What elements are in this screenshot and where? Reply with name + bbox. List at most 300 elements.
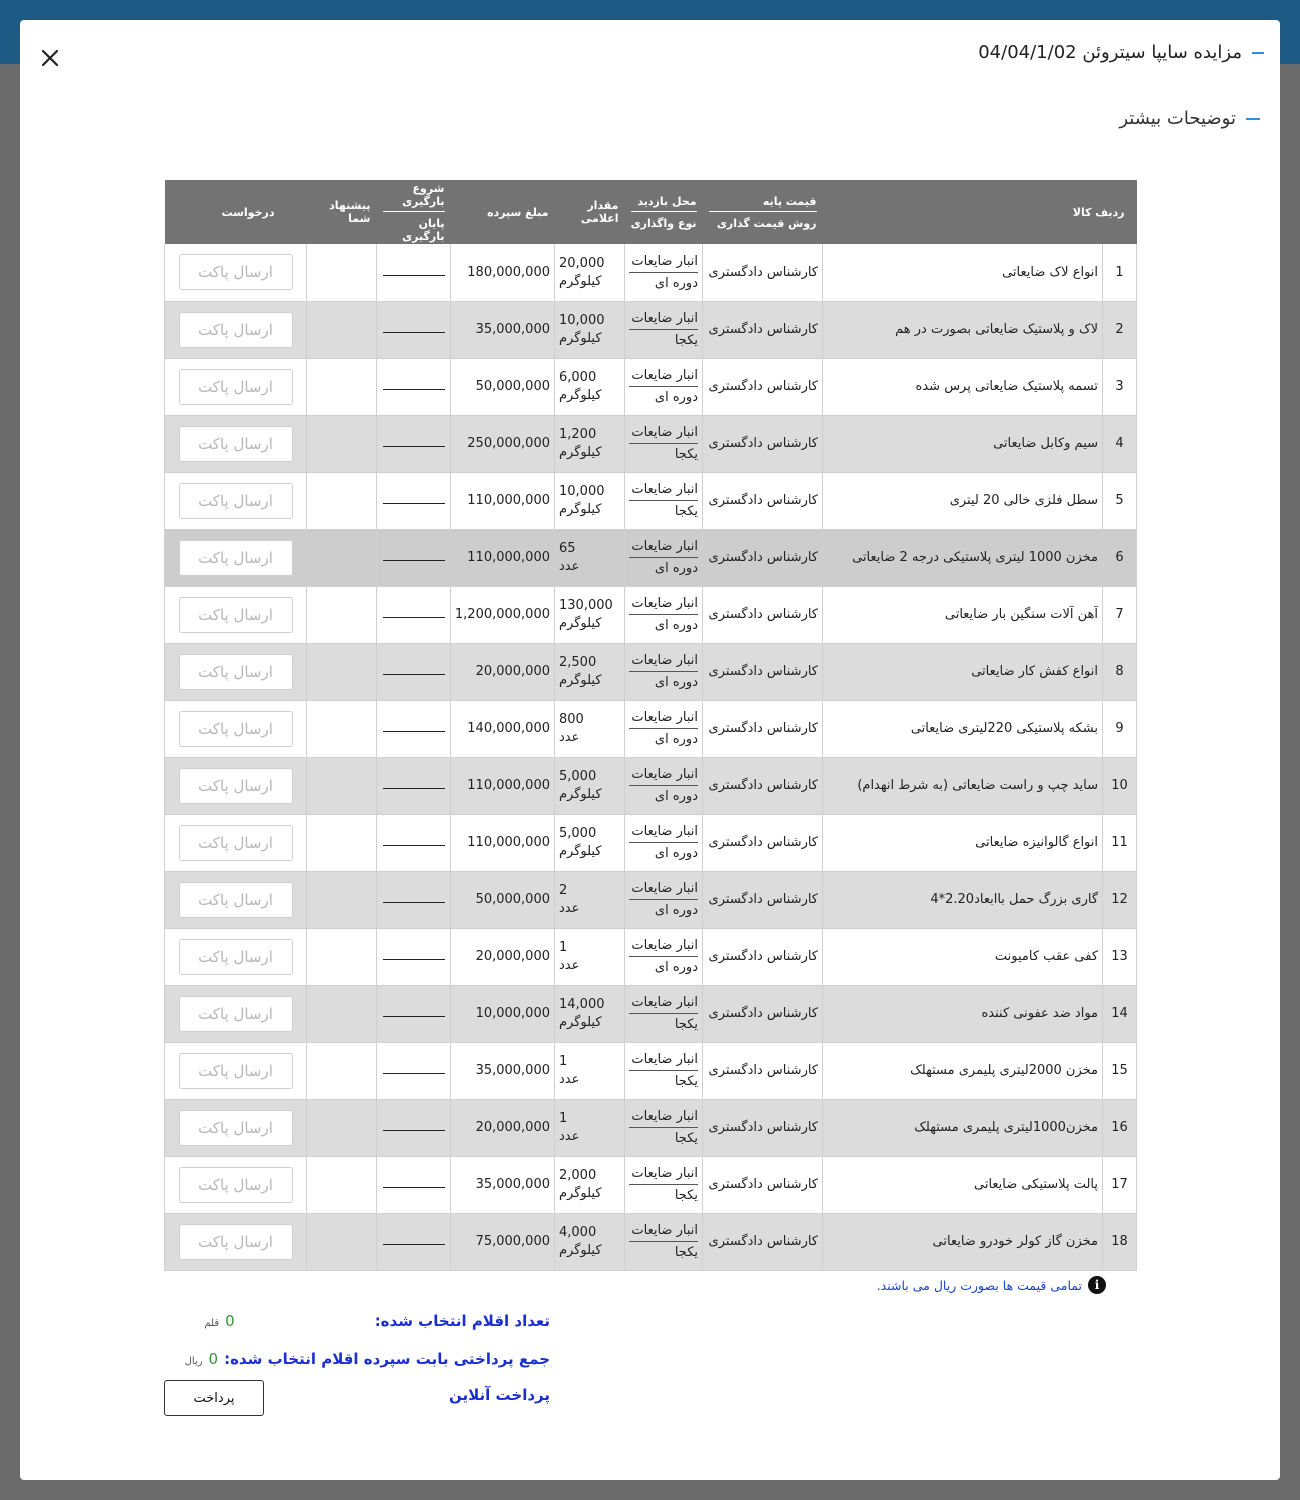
deposit-amount: 110,000,000 xyxy=(451,814,555,871)
loading-period xyxy=(377,586,451,643)
quantity-cell xyxy=(555,985,625,1042)
loading-period xyxy=(377,301,451,358)
row-number: 13 xyxy=(1103,928,1137,985)
item-name: مخزن گاز کولر خودرو ضایعاتی xyxy=(823,1213,1103,1270)
empty-dash xyxy=(383,1187,445,1188)
send-envelope-button[interactable]: ارسال پاکت xyxy=(179,1053,293,1089)
location-cell xyxy=(625,814,703,871)
pricing-method: کارشناس دادگستری xyxy=(703,244,823,301)
row-number: 10 xyxy=(1103,757,1137,814)
row-number: 12 xyxy=(1103,871,1137,928)
your-offer-cell xyxy=(307,301,377,358)
pricing-method: کارشناس دادگستری xyxy=(703,358,823,415)
send-envelope-button[interactable]: ارسال پاکت xyxy=(179,540,293,576)
quantity-unit: کیلوگرم xyxy=(559,787,602,802)
quantity-cell xyxy=(555,1099,625,1156)
visit-location: انبار ضایعات xyxy=(629,368,698,387)
quantity-unit: کیلوگرم xyxy=(559,445,602,460)
visit-location: انبار ضایعات xyxy=(629,1166,698,1185)
location-cell xyxy=(625,985,703,1042)
loading-period xyxy=(377,415,451,472)
request-cell xyxy=(165,985,307,1042)
location-cell xyxy=(625,700,703,757)
row-number: 14 xyxy=(1103,985,1137,1042)
empty-dash xyxy=(383,446,445,447)
quantity-unit: کیلوگرم xyxy=(559,673,602,688)
request-cell xyxy=(165,301,307,358)
quantity-cell xyxy=(555,244,625,301)
pricing-method: کارشناس دادگستری xyxy=(703,757,823,814)
location-cell xyxy=(625,1042,703,1099)
quantity-cell xyxy=(555,586,625,643)
deposit-amount: 35,000,000 xyxy=(451,301,555,358)
loading-period xyxy=(377,1099,451,1156)
location-cell xyxy=(625,1099,703,1156)
assignment-type: دوره ای xyxy=(654,846,698,861)
empty-dash xyxy=(383,560,445,561)
quantity-value: 2,500 xyxy=(559,655,597,670)
visit-location: انبار ضایعات xyxy=(629,596,698,615)
location-cell xyxy=(625,586,703,643)
visit-location: انبار ضایعات xyxy=(629,938,698,957)
item-name: مواد ضد عفونی کننده xyxy=(823,985,1103,1042)
table-row xyxy=(165,928,1137,985)
row-number: 18 xyxy=(1103,1213,1137,1270)
location-cell xyxy=(625,472,703,529)
quantity-value: 1 xyxy=(559,1054,568,1069)
selected-count-line xyxy=(204,1312,550,1330)
deposit-amount: 20,000,000 xyxy=(451,928,555,985)
assignment-type: یکجا xyxy=(674,333,698,348)
request-cell xyxy=(165,472,307,529)
header-load-end: پایان بارگیری xyxy=(402,216,445,243)
item-name: ساید چپ و راست ضایعاتی (به شرط انهدام) xyxy=(823,757,1103,814)
loading-period xyxy=(377,928,451,985)
send-envelope-button[interactable]: ارسال پاکت xyxy=(179,1224,293,1260)
pricing-method: کارشناس دادگستری xyxy=(703,301,823,358)
table-row xyxy=(165,1156,1137,1213)
currency-note xyxy=(877,1276,1106,1294)
pricing-method: کارشناس دادگستری xyxy=(703,643,823,700)
deposit-amount: 140,000,000 xyxy=(451,700,555,757)
empty-dash xyxy=(383,1130,445,1131)
online-payment-label: پرداخت آنلاین xyxy=(448,1386,550,1404)
deposit-amount: 1,200,000,000 xyxy=(451,586,555,643)
header-base-price: قیمت پایه xyxy=(709,195,817,212)
request-cell xyxy=(165,586,307,643)
deposit-amount: 35,000,000 xyxy=(451,1042,555,1099)
quantity-unit: کیلوگرم xyxy=(559,273,602,289)
quantity-unit: عدد xyxy=(559,1129,580,1144)
deposit-amount: 250,000,000 xyxy=(451,415,555,472)
deposit-amount: 110,000,000 xyxy=(451,529,555,586)
pricing-method: کارشناس دادگستری xyxy=(703,1213,823,1270)
visit-location: انبار ضایعات xyxy=(629,539,698,558)
quantity-unit: عدد xyxy=(559,958,580,973)
empty-dash xyxy=(383,617,445,618)
your-offer-cell xyxy=(307,415,377,472)
item-name: سیم وکابل ضایعاتی xyxy=(823,415,1103,472)
location-cell xyxy=(625,928,703,985)
request-cell xyxy=(165,814,307,871)
pricing-method: کارشناس دادگستری xyxy=(703,529,823,586)
quantity-value: 1,200 xyxy=(559,427,597,442)
item-name: مخزن 2000لیتری پلیمری مستهلک xyxy=(823,1042,1103,1099)
assignment-type: یکجا xyxy=(674,1131,698,1146)
request-cell xyxy=(165,1156,307,1213)
quantity-value: 2,000 xyxy=(559,1168,597,1183)
quantity-cell xyxy=(555,1156,625,1213)
assignment-type: یکجا xyxy=(674,447,698,462)
pricing-method: کارشناس دادگستری xyxy=(703,1099,823,1156)
assignment-type: دوره ای xyxy=(654,561,698,576)
loading-period xyxy=(377,871,451,928)
assignment-type: دوره ای xyxy=(654,675,698,690)
send-envelope-button[interactable]: ارسال پاکت xyxy=(179,369,293,405)
row-number: 8 xyxy=(1103,643,1137,700)
your-offer-cell xyxy=(307,1099,377,1156)
quantity-cell xyxy=(555,301,625,358)
item-name: لاک و پلاستیک ضایعاتی بصورت در هم xyxy=(823,301,1103,358)
item-name: بشکه پلاستیکی 220لیتری ضایعاتی xyxy=(823,700,1103,757)
assignment-type: یکجا xyxy=(674,504,698,519)
empty-dash xyxy=(383,389,445,390)
header-visit-location: محل بازدید xyxy=(631,195,697,212)
location-cell xyxy=(625,643,703,700)
quantity-cell xyxy=(555,415,625,472)
table-row xyxy=(165,1042,1137,1099)
visit-location: انبار ضایعات xyxy=(629,653,698,672)
item-name: آهن آلات سنگین بار ضایعاتی xyxy=(823,586,1103,643)
item-name: گاری بزرگ حمل باابعاد2.20*4 xyxy=(823,871,1103,928)
request-cell xyxy=(165,1213,307,1270)
quantity-value: 5,000 xyxy=(559,826,597,841)
location-cell xyxy=(625,529,703,586)
header-loading xyxy=(377,180,451,244)
item-name: کفی عقب کامیونت xyxy=(823,928,1103,985)
empty-dash xyxy=(383,1016,445,1017)
table-header-row xyxy=(165,180,1137,244)
quantity-cell xyxy=(555,358,625,415)
visit-location: انبار ضایعات xyxy=(629,311,698,330)
row-number: 17 xyxy=(1103,1156,1137,1213)
your-offer-cell xyxy=(307,1042,377,1099)
modal-title: مزایده سایپا سیتروئن 04/04/1/02 xyxy=(978,42,1242,63)
total-deposit-line xyxy=(185,1350,550,1368)
your-offer-cell xyxy=(307,529,377,586)
send-envelope-button[interactable]: ارسال پاکت xyxy=(179,254,293,290)
visit-location: انبار ضایعات xyxy=(629,767,698,786)
send-envelope-button[interactable]: ارسال پاکت xyxy=(179,426,293,462)
table-row xyxy=(165,871,1137,928)
total-deposit-label: جمع پرداختی بابت سپرده اقلام انتخاب شده: xyxy=(224,1350,550,1368)
loading-period xyxy=(377,643,451,700)
your-offer-cell xyxy=(307,643,377,700)
send-envelope-button[interactable]: ارسال پاکت xyxy=(179,882,293,918)
quantity-value: 14,000 xyxy=(559,997,605,1012)
pay-button[interactable]: پرداخت xyxy=(164,1380,264,1416)
item-name: انواع گالوانیزه ضایعاتی xyxy=(823,814,1103,871)
visit-location: انبار ضایعات xyxy=(629,1109,698,1128)
your-offer-cell xyxy=(307,244,377,301)
quantity-unit: کیلوگرم xyxy=(559,1015,602,1030)
header-row-item: ردیف کالا xyxy=(1072,205,1125,219)
empty-dash xyxy=(383,902,445,903)
row-number: 9 xyxy=(1103,700,1137,757)
request-cell xyxy=(165,529,307,586)
header-your-offer: پیشنهاد شما xyxy=(329,199,371,225)
row-number: 7 xyxy=(1103,586,1137,643)
quantity-value: 6,000 xyxy=(559,370,597,385)
quantity-cell xyxy=(555,1213,625,1270)
table-row xyxy=(165,472,1137,529)
location-cell xyxy=(625,1156,703,1213)
table-row xyxy=(165,301,1137,358)
deposit-amount: 20,000,000 xyxy=(451,1099,555,1156)
visit-location: انبار ضایعات xyxy=(629,254,698,273)
quantity-cell xyxy=(555,814,625,871)
your-offer-cell xyxy=(307,757,377,814)
info-icon: i xyxy=(1088,1276,1106,1294)
your-offer-cell xyxy=(307,814,377,871)
deposit-amount: 20,000,000 xyxy=(451,643,555,700)
item-name: تسمه پلاستیک ضایعاتی پرس شده xyxy=(823,358,1103,415)
pricing-method: کارشناس دادگستری xyxy=(703,472,823,529)
quantity-unit: عدد xyxy=(559,1072,580,1087)
send-envelope-button[interactable]: ارسال پاکت xyxy=(179,1167,293,1203)
quantity-cell xyxy=(555,529,625,586)
quantity-unit: کیلوگرم xyxy=(559,1186,602,1201)
header-load-start: شروع بارگیری xyxy=(383,182,445,212)
send-envelope-button[interactable]: ارسال پاکت xyxy=(179,711,293,747)
request-cell xyxy=(165,700,307,757)
location-cell xyxy=(625,244,703,301)
pricing-method: کارشناس دادگستری xyxy=(703,871,823,928)
quantity-value: 130,000 xyxy=(559,598,613,613)
quantity-value: 1 xyxy=(559,1111,568,1126)
header-quantity: مقدار اعلامی xyxy=(580,199,619,225)
empty-dash xyxy=(383,788,445,789)
table-row xyxy=(165,358,1137,415)
quantity-value: 5,000 xyxy=(559,769,597,784)
header-location xyxy=(625,180,703,244)
row-number: 4 xyxy=(1103,415,1137,472)
assignment-type: دوره ای xyxy=(654,732,698,747)
request-cell xyxy=(165,1099,307,1156)
request-cell xyxy=(165,928,307,985)
quantity-value: 1 xyxy=(559,940,568,955)
quantity-cell xyxy=(555,700,625,757)
quantity-cell xyxy=(555,928,625,985)
table-row xyxy=(165,529,1137,586)
assignment-type: یکجا xyxy=(674,1017,698,1032)
request-cell xyxy=(165,643,307,700)
empty-dash xyxy=(383,959,445,960)
row-number: 2 xyxy=(1103,301,1137,358)
loading-period xyxy=(377,1213,451,1270)
visit-location: انبار ضایعات xyxy=(629,482,698,501)
empty-dash xyxy=(383,275,445,276)
title-dash xyxy=(1252,52,1264,54)
loading-period xyxy=(377,985,451,1042)
request-cell xyxy=(165,871,307,928)
send-envelope-button[interactable]: ارسال پاکت xyxy=(179,483,293,519)
item-name: مخزن 1000 لیتری پلاستیکی درجه 2 ضایعاتی xyxy=(823,529,1103,586)
assignment-type: دوره ای xyxy=(654,789,698,804)
empty-dash xyxy=(383,731,445,732)
your-offer-cell xyxy=(307,871,377,928)
table-row xyxy=(165,985,1137,1042)
assignment-type: یکجا xyxy=(674,1188,698,1203)
send-envelope-button[interactable]: ارسال پاکت xyxy=(179,1110,293,1146)
item-name: مخزن1000لیتری پلیمری مستهلک xyxy=(823,1099,1103,1156)
selected-count-unit: قلم xyxy=(204,1318,220,1329)
quantity-value: 2 xyxy=(559,883,568,898)
pricing-method: کارشناس دادگستری xyxy=(703,985,823,1042)
send-envelope-button[interactable]: ارسال پاکت xyxy=(179,825,293,861)
visit-location: انبار ضایعات xyxy=(629,1052,698,1071)
quantity-cell xyxy=(555,643,625,700)
send-envelope-button[interactable]: ارسال پاکت xyxy=(179,597,293,633)
selected-count-value: 0 xyxy=(225,1312,235,1330)
deposit-amount: 75,000,000 xyxy=(451,1213,555,1270)
assignment-type: دوره ای xyxy=(654,618,698,633)
loading-period xyxy=(377,244,451,301)
deposit-amount: 110,000,000 xyxy=(451,472,555,529)
empty-dash xyxy=(383,1073,445,1074)
table-row xyxy=(165,1213,1137,1270)
auction-items-table xyxy=(164,180,1137,1271)
item-name: سطل فلزی خالی 20 لیتری xyxy=(823,472,1103,529)
item-name: انواع کفش کار ضایعاتی xyxy=(823,643,1103,700)
assignment-type: دوره ای xyxy=(654,903,698,918)
request-cell xyxy=(165,244,307,301)
loading-period xyxy=(377,529,451,586)
quantity-unit: کیلوگرم xyxy=(559,1243,602,1258)
quantity-cell xyxy=(555,757,625,814)
your-offer-cell xyxy=(307,1213,377,1270)
request-cell xyxy=(165,1042,307,1099)
send-envelope-button[interactable]: ارسال پاکت xyxy=(179,654,293,690)
row-number: 16 xyxy=(1103,1099,1137,1156)
location-cell xyxy=(625,871,703,928)
row-number: 3 xyxy=(1103,358,1137,415)
subtitle-dash xyxy=(1246,118,1260,120)
your-offer-cell xyxy=(307,985,377,1042)
deposit-amount: 35,000,000 xyxy=(451,1156,555,1213)
deposit-amount: 50,000,000 xyxy=(451,871,555,928)
location-cell xyxy=(625,358,703,415)
empty-dash xyxy=(383,674,445,675)
send-envelope-button[interactable]: ارسال پاکت xyxy=(179,996,293,1032)
loading-period xyxy=(377,1042,451,1099)
header-request: درخواست xyxy=(221,205,275,219)
modal-title-row xyxy=(978,42,1264,63)
request-cell xyxy=(165,757,307,814)
quantity-unit: کیلوگرم xyxy=(559,502,602,517)
location-cell xyxy=(625,1213,703,1270)
quantity-cell xyxy=(555,871,625,928)
visit-location: انبار ضایعات xyxy=(629,425,698,444)
your-offer-cell xyxy=(307,358,377,415)
items-table-body xyxy=(165,244,1137,1270)
loading-period xyxy=(377,814,451,871)
visit-location: انبار ضایعات xyxy=(629,881,698,900)
empty-dash xyxy=(383,503,445,504)
your-offer-cell xyxy=(307,586,377,643)
send-envelope-button[interactable]: ارسال پاکت xyxy=(179,768,293,804)
quantity-unit: کیلوگرم xyxy=(559,844,602,859)
send-envelope-button[interactable]: ارسال پاکت xyxy=(179,312,293,348)
request-cell xyxy=(165,415,307,472)
your-offer-cell xyxy=(307,700,377,757)
assignment-type: یکجا xyxy=(674,1074,698,1089)
currency-note-text: تمامی قیمت ها بصورت ریال می باشند. xyxy=(876,1277,1082,1293)
row-number: 5 xyxy=(1103,472,1137,529)
visit-location: انبار ضایعات xyxy=(629,710,698,729)
table-row xyxy=(165,643,1137,700)
quantity-cell xyxy=(555,1042,625,1099)
auction-details-modal xyxy=(20,20,1280,1480)
table-row xyxy=(165,586,1137,643)
deposit-amount: 50,000,000 xyxy=(451,358,555,415)
your-offer-cell xyxy=(307,928,377,985)
total-deposit-value: 0 xyxy=(208,1350,219,1368)
table-row xyxy=(165,814,1137,871)
loading-period xyxy=(377,472,451,529)
pricing-method: کارشناس دادگستری xyxy=(703,700,823,757)
table-row xyxy=(165,244,1137,301)
quantity-value: 10,000 xyxy=(559,313,605,328)
selected-count-label: تعداد اقلام انتخاب شده: xyxy=(374,1312,550,1330)
pricing-method: کارشناس دادگستری xyxy=(703,415,823,472)
quantity-value: 10,000 xyxy=(559,484,605,499)
request-cell xyxy=(165,358,307,415)
row-number: 15 xyxy=(1103,1042,1137,1099)
empty-dash xyxy=(383,332,445,333)
close-icon[interactable] xyxy=(38,46,62,70)
empty-dash xyxy=(383,1244,445,1245)
loading-period xyxy=(377,1156,451,1213)
total-deposit-unit: ریال xyxy=(184,1356,203,1367)
header-price-method: روش قیمت گذاری xyxy=(716,216,817,230)
quantity-cell xyxy=(555,472,625,529)
pricing-method: کارشناس دادگستری xyxy=(703,586,823,643)
header-deposit: مبلغ سپرده xyxy=(487,205,549,219)
quantity-unit: کیلوگرم xyxy=(559,331,602,346)
location-cell xyxy=(625,415,703,472)
quantity-value: 65 xyxy=(559,541,576,556)
quantity-value: 4,000 xyxy=(559,1225,597,1240)
empty-dash xyxy=(383,845,445,846)
location-cell xyxy=(625,301,703,358)
table-row xyxy=(165,757,1137,814)
quantity-unit: عدد xyxy=(559,901,580,916)
loading-period xyxy=(377,700,451,757)
visit-location: انبار ضایعات xyxy=(629,1223,698,1242)
send-envelope-button[interactable]: ارسال پاکت xyxy=(179,939,293,975)
assignment-type: دوره ای xyxy=(654,960,698,975)
pricing-method: کارشناس دادگستری xyxy=(703,1042,823,1099)
header-assignment-type: نوع واگذاری xyxy=(630,216,697,230)
more-details-section[interactable] xyxy=(1119,108,1260,129)
deposit-amount: 180,000,000 xyxy=(451,244,555,301)
loading-period xyxy=(377,757,451,814)
deposit-amount: 110,000,000 xyxy=(451,757,555,814)
visit-location: انبار ضایعات xyxy=(629,824,698,843)
table-row xyxy=(165,415,1137,472)
more-details-title: توضیحات بیشتر xyxy=(1119,108,1236,129)
